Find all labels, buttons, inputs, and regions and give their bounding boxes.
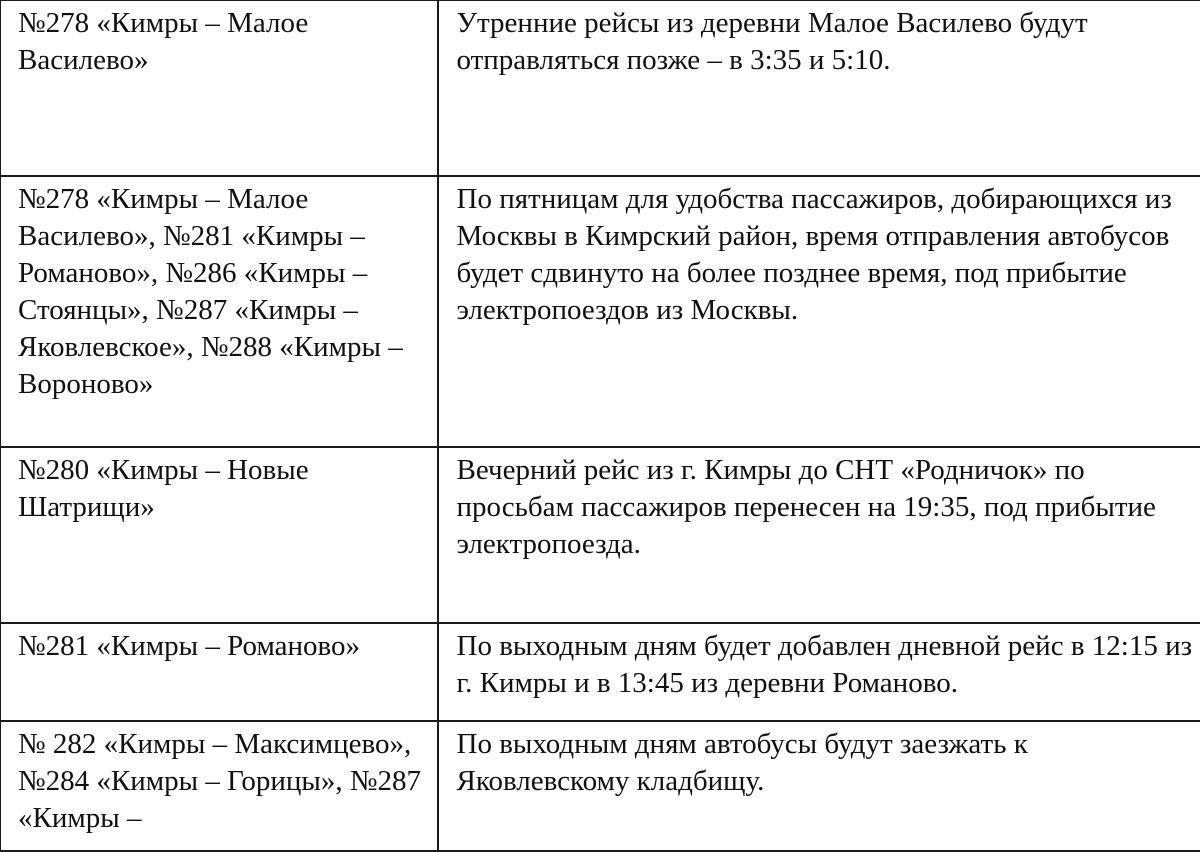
table-row: [1, 1, 1200, 176]
route-cell: №281 «Кимры – Романово»: [1, 623, 438, 721]
description-cell: По пятницам для удобства пассажиров, добирающихся из Москвы в Кимрский район, время отправления автобусов будет сдвинуто на более позднее время, под прибытие электропоездов из Москвы.: [438, 176, 1200, 447]
description-cell: Утренние рейсы из деревни Малое Василево будут отправляться позже – в 3:35 и 5:10.: [438, 1, 1200, 176]
route-cell: №278 «Кимры – Малое Василево», №281 «Кимры – Романово», №286 «Кимры – Стоянцы», №287 «Кимры – Яковлевское», №288 «Кимры – Вороново»: [1, 176, 438, 447]
table-row: [1, 721, 1200, 851]
route-cell: №280 «Кимры – Новые Шатрищи»: [1, 447, 438, 623]
table-row: [1, 176, 1200, 447]
table-row: [1, 447, 1200, 623]
description-cell: Вечерний рейс из г. Кимры до СНТ «Родничок» по просьбам пассажиров перенесен на 19:35, под прибытие электропоезда.: [438, 447, 1200, 623]
description-cell: По выходным дням автобусы будут заезжать к Яковлевскому кладбищу.: [438, 721, 1200, 851]
description-cell: По выходным дням будет добавлен дневной рейс в 12:15 из г. Кимры и в 13:45 из деревни Романово.: [438, 623, 1200, 721]
route-cell: №278 «Кимры – Малое Василево»: [1, 1, 438, 176]
table-row: [1, 623, 1200, 721]
route-cell: № 282 «Кимры – Максимцево», №284 «Кимры – Горицы», №287 «Кимры –: [1, 721, 438, 851]
